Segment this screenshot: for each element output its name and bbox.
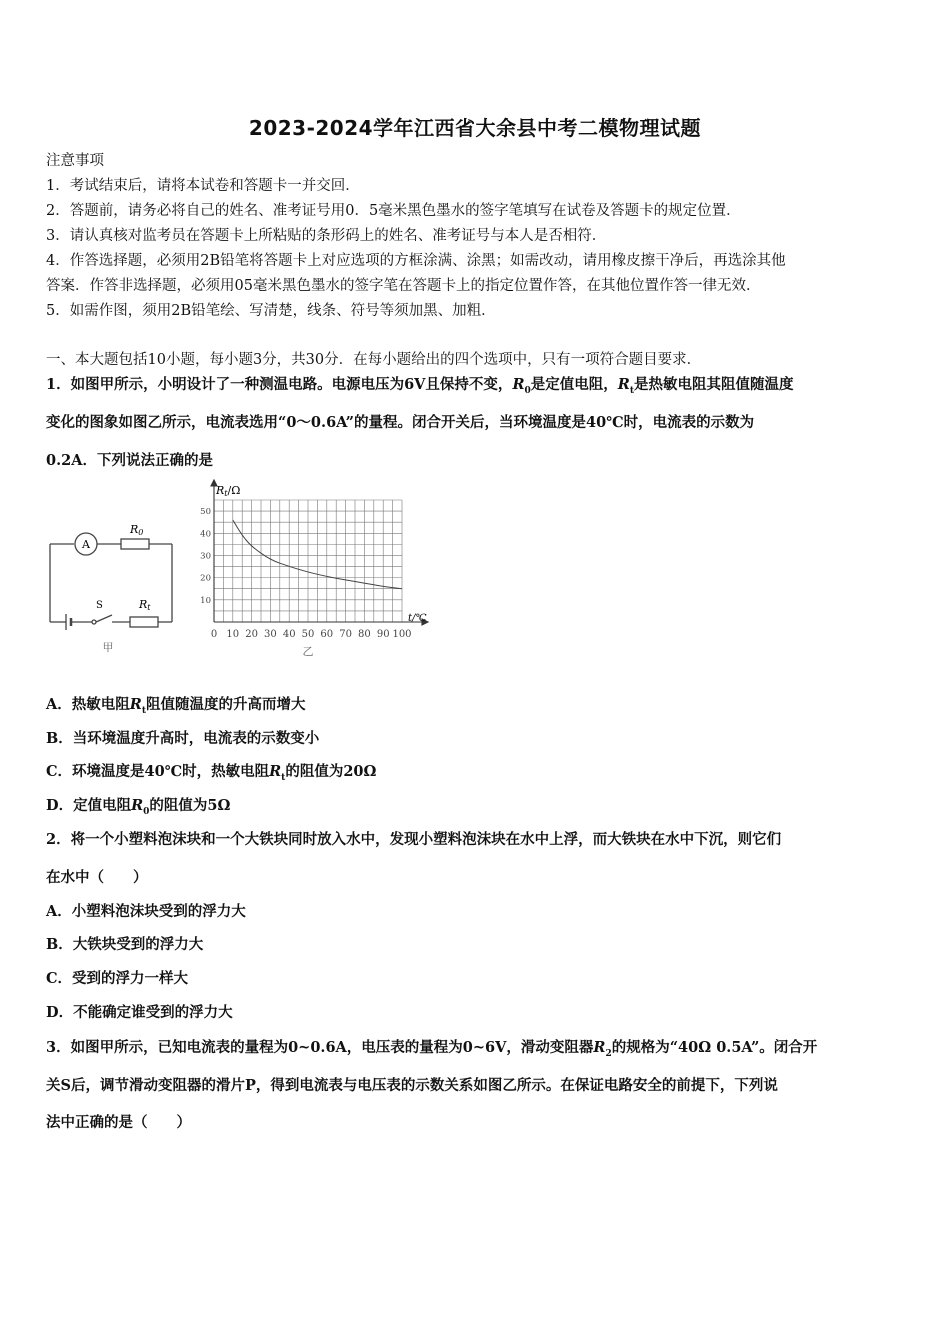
x-tick-label: 100 [392, 629, 412, 640]
y-tick-label: 50 [200, 507, 211, 518]
x-tick-label: 20 [245, 629, 258, 640]
x-tick-label: 80 [358, 629, 371, 640]
q3-line2: 关S后，调节滑动变阻器的滑片P，得到电流表与电压表的示数关系如图乙所示。在保证电路安全的前提下，下列说 [46, 1077, 778, 1094]
y-tick-label: 10 [200, 595, 211, 606]
notice-item: 2．答题前，请务必将自己的姓名、准考证号用0．5毫米黑色墨水的签字笔填写在试卷及答题卡的规定位置． [46, 203, 741, 219]
notice-item: 4．作答选择题，必须用2B铅笔将答题卡上对应选项的方框涂满、涂黑；如需改动，请用橡皮擦干净后，再选涂其他 [46, 253, 786, 269]
chart-ylabel: Rt/Ω [216, 484, 241, 498]
chart-caption: 乙 [302, 645, 314, 658]
q2-option-b: B．大铁块受到的浮力大 [46, 936, 204, 953]
q1-option-b: B．当环境温度升高时，电流表的示数变小 [46, 730, 320, 747]
q3-line1: 3．如图甲所示，已知电流表的量程为0~0.6A，电压表的量程为0~6V，滑动变阻器$R_2$的规格为“40Ω 0.5A”。闭合开 [46, 1039, 818, 1059]
svg-text:R0: R0 [130, 523, 144, 537]
section-heading: 一、本大题包括10小题，每小题3分，共30分．在每小题给出的四个选项中，只有一项符合题目要求． [46, 352, 702, 368]
svg-text:Rt: Rt [139, 598, 151, 612]
q1-line3: 0.2A．下列说法正确的是 [46, 452, 213, 469]
x-tick-label: 30 [264, 629, 277, 640]
q2-line2: 在水中（ ） [46, 869, 148, 886]
ammeter-label: A [82, 538, 90, 551]
q1-option-c: C．环境温度是40℃时，热敏电阻$R_t$的阻值为20Ω [46, 763, 377, 783]
y-tick-label: 30 [200, 551, 211, 562]
notice-item: 1．考试结束后，请将本试卷和答题卡一并交回． [46, 178, 360, 194]
x-tick-label: 70 [339, 629, 352, 640]
notice-item: 3．请认真核对监考员在答题卡上所粘贴的条形码上的姓名、准考证号与本人是否相符． [46, 228, 607, 244]
circuit-caption: 甲 [102, 641, 114, 654]
x-tick-label: 90 [376, 629, 390, 640]
y-tick-label: 40 [200, 529, 211, 540]
switch-label: S [96, 600, 103, 611]
x-tick-label: 50 [301, 629, 315, 640]
q1-line1: 1．如图甲所示，小明设计了一种测温电路。电源电压为6V且保持不变，$R_0$是定值电阻，$R_t$是热敏电阻其阻值随温度 [46, 376, 794, 396]
q2-line1: 2．将一个小塑料泡沫块和一个大铁块同时放入水中，发现小塑料泡沫块在水中上浮，而大铁块在水中下沉，则它们 [46, 831, 782, 848]
x-tick-label: 60 [320, 629, 334, 640]
rt-label: R [139, 598, 148, 611]
chart-xlabel: t/℃ [408, 613, 427, 624]
notice-item: 答案．作答非选择题，必须用05毫米黑色墨水的签字笔在答题卡上的指定位置作答，在其他位置作答一律无效． [46, 278, 761, 294]
q1-option-d: D．定值电阻$R_0$的阻值为5Ω [46, 797, 231, 817]
q2-option-c: C．受到的浮力一样大 [46, 970, 189, 987]
page-title: 2023-2024学年江西省大余县中考二模物理试题 [248, 116, 702, 140]
notice-item: 5．如需作图，须用2B铅笔绘、写清楚，线条、符号等须加黑、加粗． [46, 303, 496, 319]
q2-option-d: D．不能确定谁受到的浮力大 [46, 1004, 233, 1021]
q1-line2: 变化的图象如图乙所示，电流表选用“0～0.6A”的量程。闭合开关后，当环境温度是40℃时，电流表的示数为 [46, 414, 755, 431]
r0-label: R [130, 523, 139, 536]
x-tick-label: 0 [210, 629, 218, 640]
q3-line3: 法中正确的是（ ） [46, 1114, 191, 1131]
q1-option-a: A．热敏电阻$R_t$阻值随温度的升高而增大 [46, 696, 306, 716]
notice-heading: 注意事项 [46, 153, 104, 169]
q2-option-a: A．小塑料泡沫块受到的浮力大 [46, 903, 246, 920]
y-tick-label: 20 [200, 573, 211, 584]
x-tick-label: 40 [282, 629, 296, 640]
x-tick-label: 10 [226, 629, 240, 640]
rt-temperature-chart [190, 478, 440, 663]
circuit-diagram [44, 520, 184, 655]
